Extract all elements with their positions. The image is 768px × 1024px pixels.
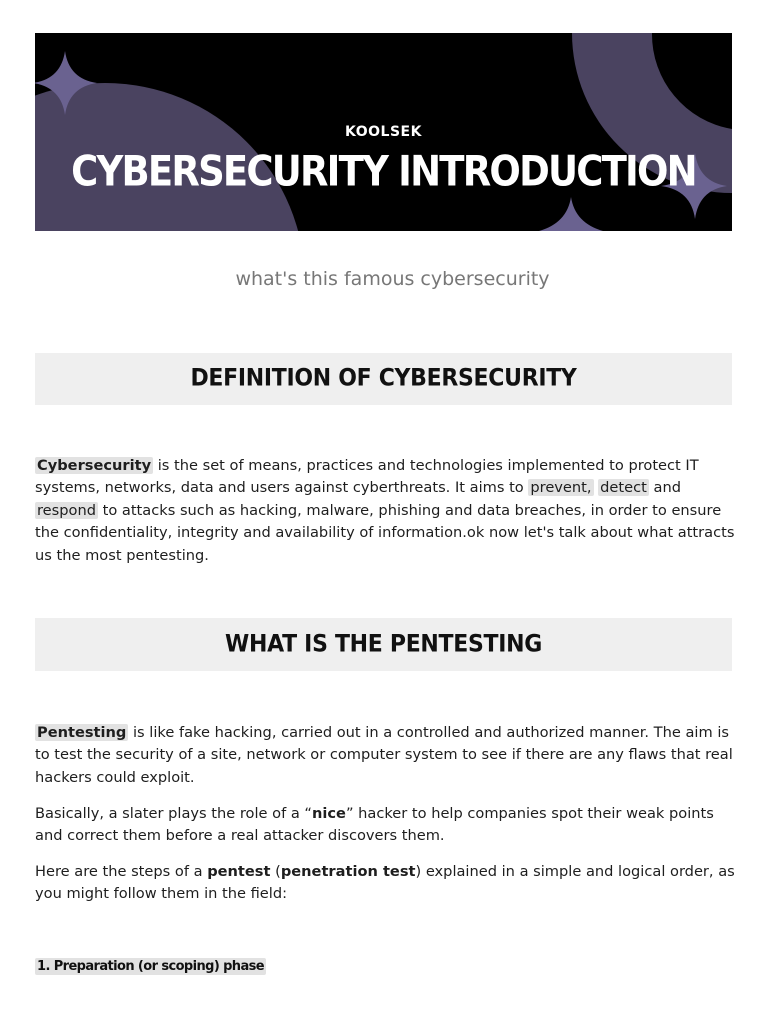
banner-title: CYBERSECURITY INTRODUCTION [71,147,696,196]
paragraph-text: and [648,479,681,497]
brand-logo-text: KOOLSEK [345,124,422,140]
highlighted-word: detect [600,479,647,497]
bold-text: penetration test [280,863,416,880]
highlighted-term: Cybersecurity [37,457,152,474]
paragraph-text: Here are the steps of a [35,863,208,880]
paragraph-text: is like fake hacking, carried out in a controlled and authorized manner. The aim is to test the security of a site, network or computer system to see if there are any flaws that real hackers could exploit. [35,724,733,786]
header-banner [35,33,732,231]
section-heading-text: DEFINITION OF CYBERSECURITY [190,364,577,393]
definition-paragraph [35,455,735,567]
pentesting-paragraph [35,803,735,848]
highlighted-term: Pentesting [37,724,127,741]
paragraph-text: is the set of means, practices and technologies implemented to protect IT systems, networks, data and users against cyberthreats. It aims to [35,457,699,497]
highlighted-word: prevent, [530,479,592,497]
bold-text: nice [311,805,346,822]
section-heading-text: WHAT IS THE PENTESTING [225,630,542,659]
section-heading-pentesting [35,618,732,671]
sparkle-icon [539,197,603,231]
section-heading-definition [35,353,732,405]
pentesting-paragraph [35,861,735,906]
bold-text: pentest [207,863,271,880]
paragraph-text: ( [270,863,281,880]
step-heading: 1. Preparation (or scoping) phase [37,959,264,974]
paragraph-text: ” hacker to help companies spot their weak points and correct them before a real attacker discovers them. [35,805,714,845]
page-subtitle: what's this famous cybersecurity [235,268,550,290]
paragraph-text: to attacks such as hacking, malware, phishing and data breaches, in order to ensure the confidentiality, integrity and availability of information.ok now let's talk about what attracts us the most pentesting. [35,501,735,564]
paragraph-text: Basically, a slater plays the role of a “ [35,805,312,822]
paragraph-text: ) explained in a simple and logical order, as you might follow them in the field: [35,863,735,903]
pentesting-paragraph [35,722,735,789]
highlighted-word: respond [37,501,96,519]
